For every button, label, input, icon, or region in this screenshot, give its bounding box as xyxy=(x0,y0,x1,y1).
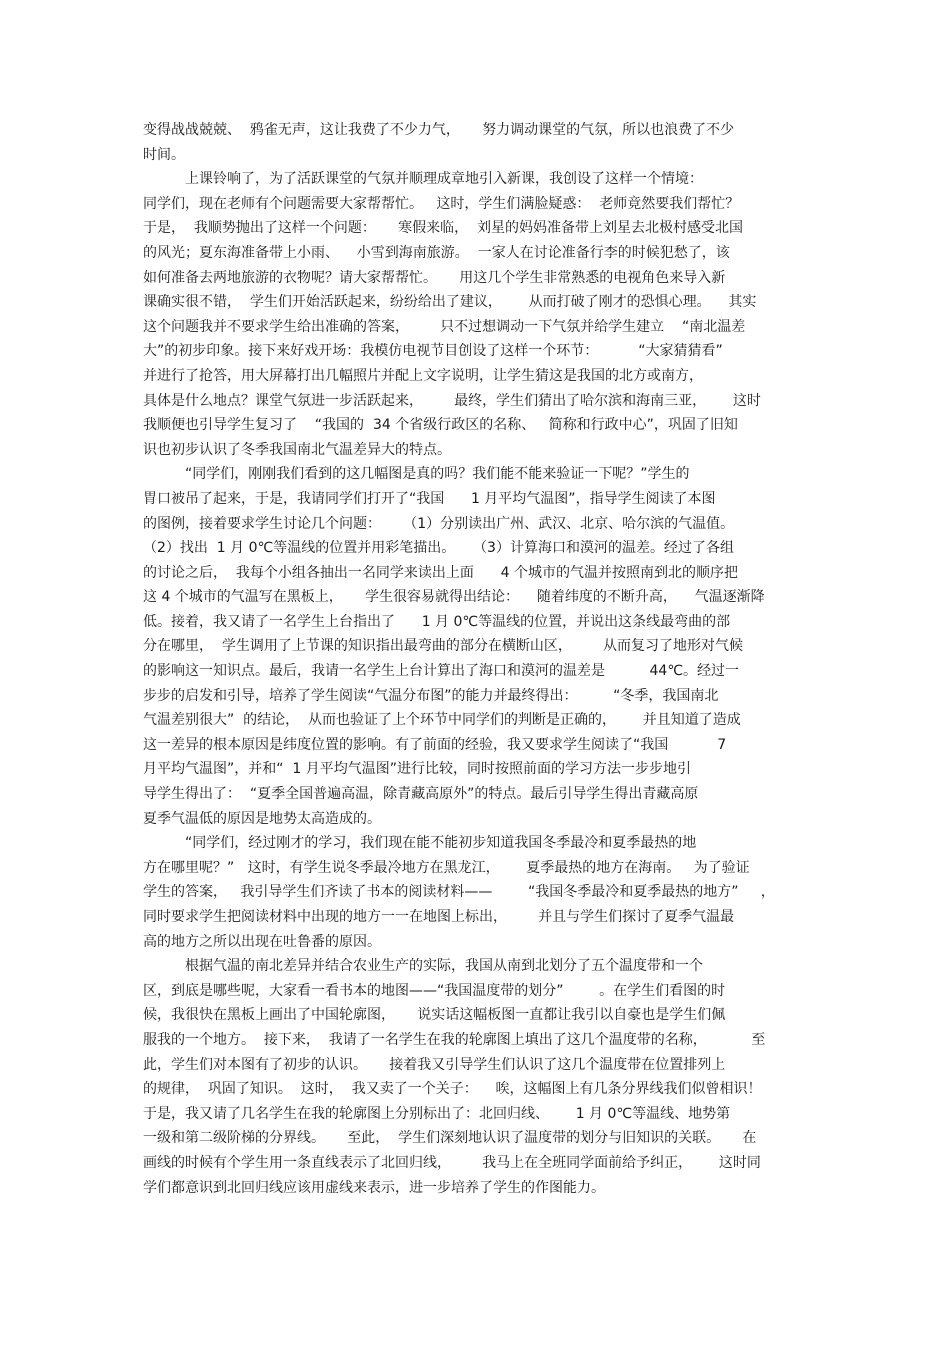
text-line: 同时要求学生把阅读材料中出现的地方一一在地图上标出， 并且与学生们探讨了夏季气温最 xyxy=(143,909,735,925)
text-line: 并进行了抢答，用大屏幕打出几幅照片并配上文字说明，让学生猜这是我国的北方或南方， xyxy=(143,367,703,384)
text-line: 方在哪里呢？” 这时，有学生说冬季最冷地方在黑龙江， 夏季最热的地方在海南。 为了验证 xyxy=(143,859,750,876)
text-line: 变得战战兢兢、 鸦雀无声，这让我费了不少力气， 努力调动课堂的气氛，所以也浪费了不少 xyxy=(143,122,735,138)
text-line: 夏季气温低的原因是地势太高造成的。 xyxy=(143,810,381,827)
text-line: 的风光；夏东海准备带上小雨、 小雪到海南旅游。 一家人在讨论准备行李的时候犯愁了，该 xyxy=(143,244,730,261)
text-line: 具体是什么地点？课堂气氛进一步活跃起来， 最终，学生们猜出了哈尔滨和海南三亚， 这时 xyxy=(143,392,761,409)
text-line: 的影响这一知识点。最后，我请一名学生上台计算出了海口和漠河的温差是 44℃。经过一 xyxy=(143,663,740,680)
text-line: （2）找出 1 月 0℃等温线的位置并用彩笔描出。 （3）计算海口和漠河的温差。经过了各组 xyxy=(143,540,734,557)
text-line: 的规律， 巩固了知识。 这时， 我又卖了一个关子： 唉，这幅图上有几条分界线我们似曾相识！ xyxy=(143,1081,762,1098)
text-line: 一级和第二级阶梯的分界线。 至此， 学生们深刻地认识了温度带的划分与旧知识的关联。 在 xyxy=(143,1130,757,1147)
text-line: 的讨论之后， 我每个小组各抽出一名同学来读出上面 4 个城市的气温并按照南到北的顺序把 xyxy=(143,564,738,581)
paragraph-start-line: “同学们，经过刚才的学习，我们现在能不能初步知道我国冬季最冷和夏季最热的地 xyxy=(185,835,697,852)
text-line: 我顺便也引导学生复习了 “我国的 34 个省级行政区的名称、 简称和行政中心”，巩固了旧知 xyxy=(143,417,738,434)
paragraph-start-line: 根据气温的南北差异并结合农业生产的实际，我国从南到北划分了五个温度带和一个 xyxy=(185,958,703,975)
text-line: 画线的时候有个学生用一条直线表示了北回归线， 我马上在全班同学面前给予纠正， 这时同 xyxy=(143,1154,761,1171)
text-line: 这 4 个城市的气温写在黑板上， 学生很容易就得出结论： 随着纬度的不断升高， 气温逐渐降 xyxy=(143,589,765,606)
text-line: 此，学生们对本图有了初步的认识。 接着我又引导学生们认识了这几个温度带在位置排列上 xyxy=(143,1056,726,1073)
text-line: 这一差异的根本原因是纬度位置的影响。有了前面的经验，我又要求学生阅读了“我国 7 xyxy=(143,736,727,753)
paragraph-start-line: “同学们，刚刚我们看到的这几幅图是真的吗？我们能不能来验证一下呢？”学生的 xyxy=(185,466,690,483)
text-line: 课确实很不错， 学生们开始活跃起来，纷纷给出了建议， 从而打破了刚才的恐惧心理。 其实 xyxy=(143,294,757,311)
text-line: 胃口被吊了起来，于是，我请同学们打开了“我国 1 月平均气温图”，指导学生阅读了本图 xyxy=(143,490,716,507)
text-line: 高的地方之所以出现在吐鲁番的原因。 xyxy=(143,933,381,950)
paragraph-start-line: 上课铃响了，为了活跃课堂的气氛并顺理成章地引入新课，我创设了这样一个情境： xyxy=(185,171,703,188)
text-line: 候，我很快在黑板上画出了中国轮廓图， 说实话这幅板图一直都让我引以自豪也是学生们佩 xyxy=(143,1007,726,1024)
text-line: 大”的初步印象。接下来好戏开场：我模仿电视节目创设了这样一个环节： “大家猜猜看” xyxy=(143,343,723,360)
text-line: 于是， 我顺势抛出了这样一个问题： 寒假来临， 刘星的妈妈准备带上刘星去北极村感受北国 xyxy=(143,220,744,237)
text-line: 这个问题我并不要求学生给出准确的答案， 只不过想调动一下气氛并给学生建立 “南北温差 xyxy=(143,318,746,335)
text-line: 分在哪里， 学生调用了上节课的知识指出最弯曲的部分在横断山区， 从而复习了地形对气候 xyxy=(143,638,744,655)
text-line: 导学生得出了： “夏季全国普遍高温，除青藏高原外”的特点。最后引导学生得出青藏高原 xyxy=(143,786,699,803)
body-text xyxy=(143,118,808,1200)
text-line: 月平均气温图”，并和“ 1 月平均气温图”进行比较，同时按照前面的学习方法一步步地引 xyxy=(143,761,692,778)
text-line: 低。接着，我又请了一名学生上台指出了 1 月 0℃等温线的位置，并说出这条线最弯曲的部 xyxy=(143,613,731,630)
text-line: 的图例，接着要求学生讨论几个问题： （1）分别读出广州、武汉、北京、哈尔滨的气温值。 xyxy=(143,515,735,532)
text-line: 服我的一个地方。 接下来， 我请了一名学生在我的轮廓图上填出了这几个温度带的名称， 至 xyxy=(143,1031,766,1048)
text-line: 时间。 xyxy=(143,146,185,163)
text-line: 如何准备去两地旅游的衣物呢？请大家帮帮忙。 用这几个学生非常熟悉的电视角色来导入新 xyxy=(143,269,726,286)
text-line: 于是，我又请了几名学生在我的轮廓图上分别标出了：北回归线、 1 月 0℃等温线、地势第 xyxy=(143,1105,731,1122)
text-line: 识也初步认识了冬季我国南北气温差异大的特点。 xyxy=(143,441,451,458)
text-line: 学们都意识到北回归线应该用虚线来表示，进一步培养了学生的作图能力。 xyxy=(143,1179,605,1196)
text-line: 步步的启发和引导，培养了学生阅读“气温分布图”的能力并最终得出： “冬季，我国南北 xyxy=(143,687,719,704)
text-line: 学生的答案， 我引导学生们齐读了书本的阅读材料—— “我国冬季最冷和夏季最热的地方” ， xyxy=(143,884,775,901)
text-line: 气温差别很大” 的结论， 从而也验证了上个环节中同学们的判断是正确的， 并且知道了造成 xyxy=(143,712,741,729)
text-line: 区，到底是哪些呢，大家看一看书本的地图——“我国温度带的划分” 。在学生们看图的时 xyxy=(143,982,726,999)
text-line: 同学们，现在老师有个问题需要大家帮帮忙。 这时，学生们满脸疑惑： 老师竟然要我们帮忙？ xyxy=(143,195,740,212)
